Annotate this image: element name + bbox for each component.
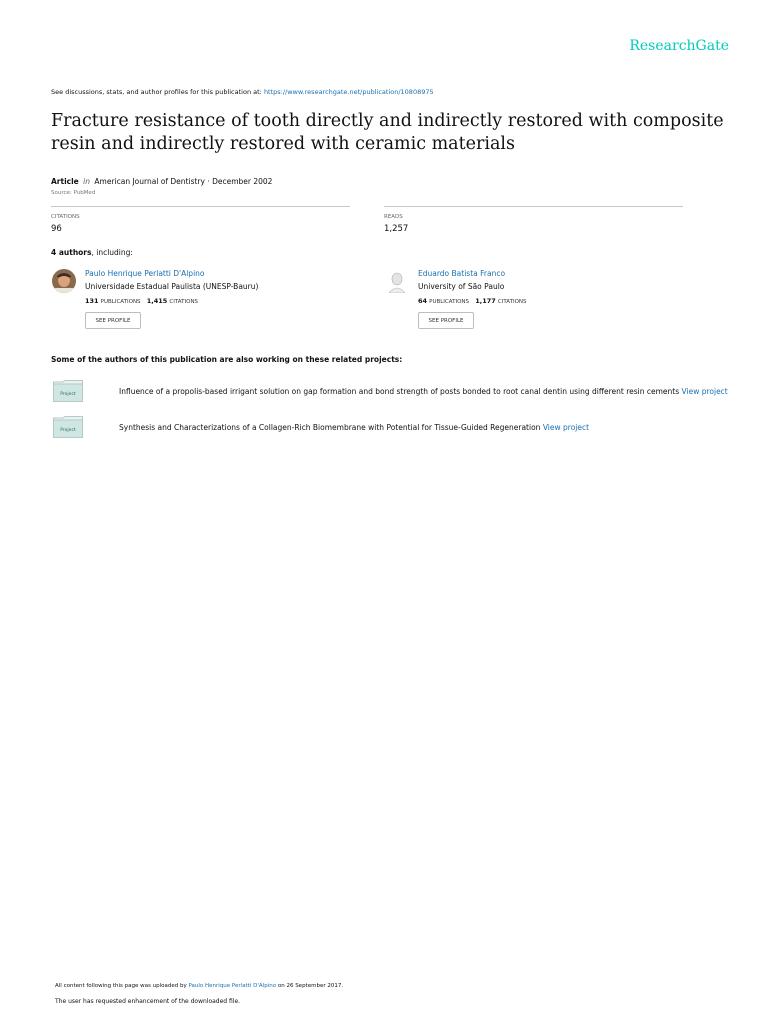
project-title: Influence of a propolis-based irrigant solution on gap formation and bond strength of posts bonded to root canal dentin using different resin cements [119, 387, 680, 396]
in-word: in [83, 177, 90, 186]
avatar[interactable] [52, 269, 76, 293]
journal-date: American Journal of Dentistry · December 2002 [94, 177, 273, 186]
publications-count: 131 [85, 297, 99, 305]
publication-url-link[interactable]: https://www.researchgate.net/publication/10808975 [263, 88, 434, 96]
publications-label: PUBLICATIONS [429, 299, 470, 305]
author-citations-label: CITATIONS [169, 299, 199, 305]
see-profile-button[interactable]: SEE PROFILE [85, 312, 141, 329]
discussions-line [51, 88, 434, 96]
related-projects-heading: Some of the authors of this publication are also working on these related projects: [51, 355, 403, 364]
author-stats [418, 297, 527, 305]
author-citations-count: 1,177 [475, 297, 496, 305]
authors-summary [51, 248, 133, 257]
divider-citations [51, 206, 350, 207]
author-name-link[interactable]: Eduardo Batista Franco [418, 269, 506, 278]
article-type: Article [51, 177, 79, 186]
citations-value: 96 [51, 224, 62, 234]
uploaded-by-line [55, 983, 343, 989]
author-institution: University of São Paulo [418, 282, 505, 291]
author-institution: Universidade Estadual Paulista (UNESP-Bauru) [85, 282, 259, 291]
author-citations-label: CITATIONS [497, 299, 527, 305]
uploaded-prefix: All content following this page was uploaded by [55, 983, 189, 989]
reads-label: READS [384, 214, 403, 220]
enhancement-note: The user has requested enhancement of the downloaded file. [55, 998, 241, 1005]
citations-label: CITATIONS [51, 214, 80, 220]
project-icon-label: Project [60, 392, 76, 397]
author-name-link[interactable]: Paulo Henrique Perlatti D'Alpino [85, 269, 205, 278]
see-profile-button[interactable]: SEE PROFILE [418, 312, 474, 329]
author-citations-count: 1,415 [146, 297, 168, 305]
author-stats [85, 297, 198, 305]
view-project-link[interactable]: View project [681, 387, 728, 396]
reads-value: 1,257 [384, 224, 409, 234]
discussions-prefix: See discussions, stats, and author profiles for this publication at: [51, 88, 264, 96]
authors-suffix: , including: [91, 248, 133, 257]
project-title: Synthesis and Characterizations of a Collagen-Rich Biomembrane with Potential for Tissue-Guided Regeneration [119, 423, 541, 432]
publications-count: 64 [418, 297, 428, 305]
article-source: Source: PubMed [51, 190, 96, 196]
project-folder-icon [53, 380, 83, 402]
divider-reads [384, 206, 683, 207]
avatar[interactable] [385, 269, 409, 293]
uploader-link[interactable]: Paulo Henrique Perlatti D'Alpino [188, 983, 277, 989]
article-meta [51, 177, 272, 186]
researchgate-logo[interactable]: ResearchGate [629, 38, 729, 54]
paper-title: Fracture resistance of tooth directly and indirectly restored with composite resin and indirectly restored with ceramic materials [51, 111, 724, 154]
uploaded-suffix: on 26 September 2017. [276, 983, 344, 989]
publications-label: PUBLICATIONS [100, 299, 141, 305]
project-item [119, 423, 589, 432]
project-folder-icon [53, 416, 83, 438]
view-project-link[interactable]: View project [542, 423, 590, 432]
project-item [119, 387, 728, 396]
authors-count: 4 authors [51, 248, 92, 257]
project-icon-label: Project [60, 428, 76, 433]
